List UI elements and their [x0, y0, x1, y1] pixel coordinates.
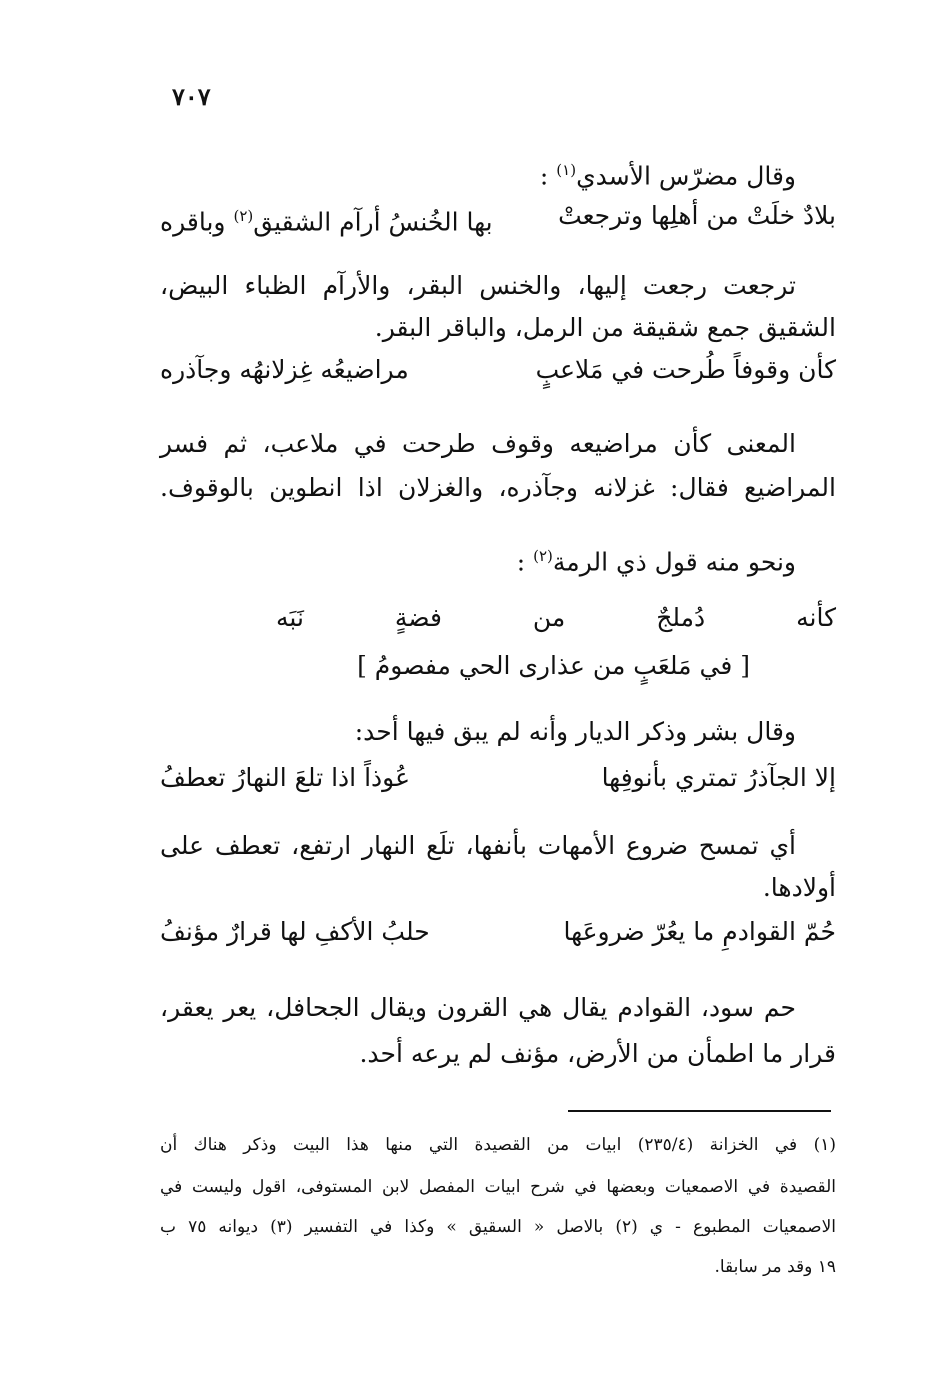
verse-1-hemistich-2-end: وباقره	[160, 207, 226, 237]
page-number: ٧٠٧	[172, 82, 211, 111]
intro-text: ونحو منه قول ذي الرمة	[552, 547, 796, 577]
commentary-line: المعنى كأن مراضيعه وقوف طرحت في ملاعب، ثم فسر	[160, 429, 796, 458]
intro-text: وقال مضرّس الأسدي	[576, 161, 796, 191]
commentary-line: ترجعت رجعت إليها، والخنس البقر، والأرآم الظباء البيض،	[160, 271, 796, 300]
verse-4-hemistich-2: عُوذاً اذا تلعَ النهارُ تعطفُ	[160, 763, 410, 792]
verse-3-hemistich-2: [ في مَلعَبٍ من عذارى الحي مفصومُ ]	[357, 651, 750, 680]
verse-1-hemistich-2	[160, 196, 493, 242]
commentary-line: أي تمسح ضروع الأمهات بأنفها، تلَع النهار ارتفع، تعطف على	[160, 831, 796, 860]
verse-4	[160, 758, 836, 798]
intro-line-bishr: وقال بشر وذكر الديار وأنه لم يبق فيها أحد:	[354, 717, 796, 746]
verse-1-hemistich-2-text: بها الخُنسُ أرآم الشقيق	[253, 207, 493, 237]
colon: :	[516, 547, 526, 577]
verse-2	[160, 350, 836, 390]
commentary-line: حم سود، القوادم يقال هي القرون ويقال الجحافل، يعر يعقر،	[160, 993, 796, 1022]
footnote-ref: (١)	[556, 161, 577, 179]
verse-5-hemistich-1: حُمّ القوادمِ ما يعُرّ ضروعَها	[563, 917, 836, 946]
verse-4-hemistich-1: إلا الجآذرُ تمتري بأنوفِها	[601, 763, 836, 792]
verse-3-hemistich-1: كأنه دُملجٌ من فضةٍ نَبَه	[276, 603, 836, 632]
footnote-line: القصيدة في الاصمعيات وبعضها في شرح ابيات المفصل لابن المستوفى، اقول وليست في	[160, 1177, 836, 1197]
verse-5-hemistich-2: حلبُ الأكفِ لها قرارٌ مؤنفُ	[160, 917, 430, 946]
footnote-line: الاصمعيات المطبوع - ي (٢) بالاصل « السقيق » وكذا في التفسير (٣) ديوانه ٧٥ ب	[160, 1217, 836, 1237]
footnote-ref: (٢)	[533, 547, 553, 565]
footnote-line: ١٩ وقد مر سابقا.	[714, 1257, 836, 1277]
verse-5	[160, 912, 836, 952]
intro-line-mudarris	[160, 150, 836, 196]
footnote-divider	[568, 1110, 831, 1112]
intro-line-dhu-rumma	[160, 536, 836, 582]
commentary-line: قرار ما اطمأن من الأرض، مؤنف لم يرعه أحد.	[359, 1039, 836, 1068]
colon: :	[539, 161, 549, 191]
verse-2-hemistich-2: مراضيعُه غِزلانهُه وجآذره	[160, 355, 409, 384]
commentary-line: الشقيق جمع شقيقة من الرمل، والباقر البقر.	[374, 313, 836, 342]
verse-2-hemistich-1: كأن وقوفاً طُرحت في مَلاعبٍ	[535, 355, 836, 384]
commentary-line: المراضيع فقال: غزلانه وجآذره، والغزلان اذا انطوين بالوقوف.	[160, 473, 836, 502]
footnote-ref: (٢)	[233, 207, 254, 225]
footnote-line: (١) في الخزانة (٢٣٥/٤) ابيات من القصيدة التي منها هذا البيت وذكر هناك أن	[160, 1135, 836, 1155]
commentary-line: أولادها.	[762, 873, 836, 902]
verse-1	[160, 196, 836, 236]
verse-1-hemistich-1: بلادٌ خلَتْ من أهلِها وترجعتْ	[558, 201, 836, 230]
